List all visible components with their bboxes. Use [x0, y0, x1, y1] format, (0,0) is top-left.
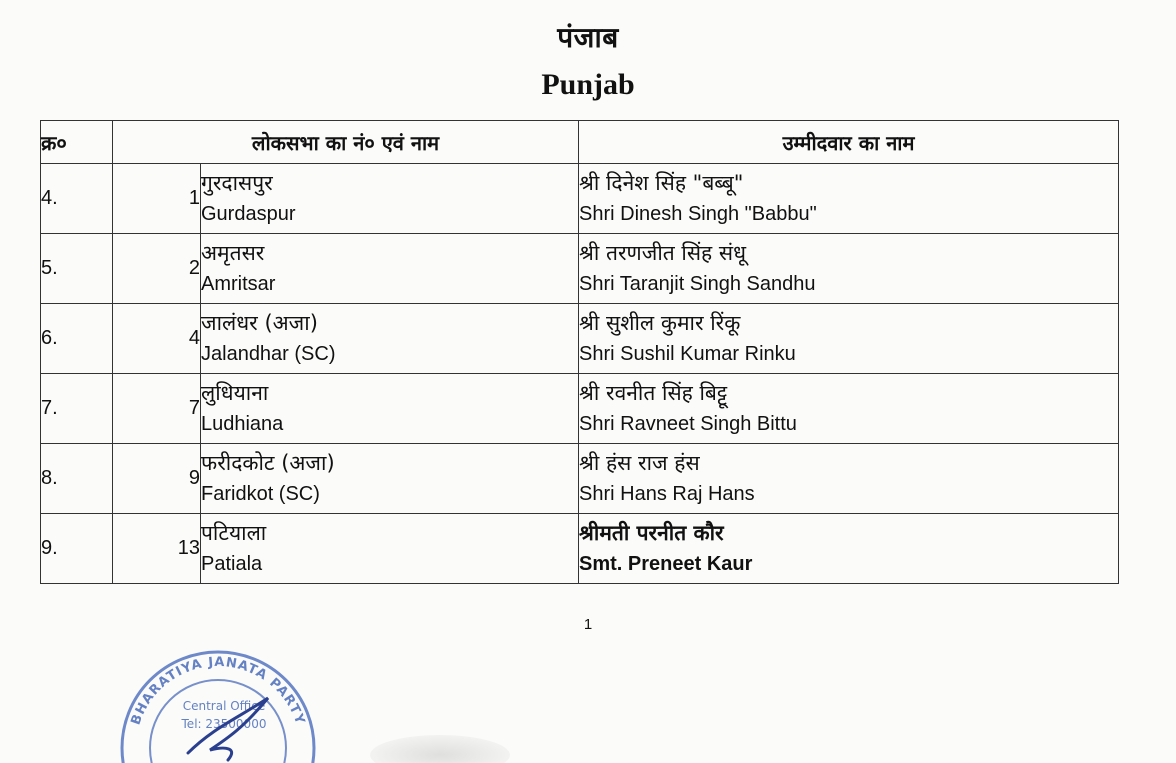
serial-number: 4. [41, 164, 113, 234]
candidate-cell [579, 514, 1119, 584]
candidate-name-english: Shri Sushil Kumar Rinku [579, 343, 796, 365]
page-number: 1 [583, 616, 593, 633]
candidate-name-hindi: श्री तरणजीत सिंह संधू [579, 241, 746, 265]
candidate-cell [579, 444, 1119, 514]
table-row [41, 304, 1119, 374]
constituency-name-hindi: जालंधर (अजा) [201, 311, 318, 335]
scan-smudge [370, 735, 510, 763]
table-header-row [41, 121, 1119, 164]
candidate-name-hindi: श्री रवनीत सिंह बिट्टू [579, 381, 728, 405]
serial-number: 6. [41, 304, 113, 374]
serial-number: 5. [41, 234, 113, 304]
column-header-serial: क्र० [41, 121, 113, 164]
constituency-name-hindi: फरीदकोट (अजा) [201, 451, 335, 475]
constituency-number: 1 [113, 164, 201, 234]
constituency-cell [201, 304, 579, 374]
candidate-name-hindi: श्री सुशील कुमार रिंकू [579, 311, 741, 335]
candidate-cell [579, 164, 1119, 234]
constituency-name-english: Faridkot (SC) [201, 483, 320, 505]
stamp-center-line1: Central Office [182, 699, 266, 713]
serial-number: 7. [41, 374, 113, 444]
constituency-number: 4 [113, 304, 201, 374]
constituency-name-hindi: अमृतसर [201, 241, 265, 265]
constituency-name-english: Amritsar [201, 273, 276, 295]
candidate-name-english: Shri Ravneet Singh Bittu [579, 413, 797, 435]
candidate-table [40, 120, 1119, 584]
table-row [41, 514, 1119, 584]
candidate-name-english: Shri Taranjit Singh Sandhu [579, 273, 816, 295]
constituency-name-english: Ludhiana [201, 413, 284, 435]
page-title-english: Punjab [541, 68, 635, 101]
constituency-name-hindi: लुधियाना [201, 381, 269, 405]
constituency-name-english: Gurdaspur [201, 203, 296, 225]
candidate-cell [579, 234, 1119, 304]
constituency-cell [201, 514, 579, 584]
page-title-hindi: पंजाब [557, 21, 619, 54]
constituency-number: 7 [113, 374, 201, 444]
column-header-constituency: लोकसभा का नं० एवं नाम [113, 121, 579, 164]
serial-number: 9. [41, 514, 113, 584]
candidate-cell [579, 304, 1119, 374]
candidate-name-hindi: श्रीमती परनीत कौर [579, 521, 724, 545]
column-header-candidate: उम्मीदवार का नाम [579, 121, 1119, 164]
party-seal-stamp [118, 628, 318, 763]
constituency-number: 13 [113, 514, 201, 584]
constituency-number: 2 [113, 234, 201, 304]
constituency-name-english: Patiala [201, 553, 263, 575]
stamp-center-line2: Tel: 23500000 [181, 717, 267, 731]
constituency-cell [201, 374, 579, 444]
table-row [41, 234, 1119, 304]
table-row [41, 374, 1119, 444]
constituency-name-english: Jalandhar (SC) [201, 343, 336, 365]
candidate-name-english: Smt. Preneet Kaur [579, 553, 753, 575]
constituency-cell [201, 164, 579, 234]
table-row [41, 444, 1119, 514]
constituency-cell [201, 234, 579, 304]
constituency-number: 9 [113, 444, 201, 514]
candidate-name-english: Shri Dinesh Singh "Babbu" [579, 203, 817, 225]
candidate-name-english: Shri Hans Raj Hans [579, 483, 755, 505]
candidate-name-hindi: श्री हंस राज हंस [579, 451, 700, 475]
constituency-cell [201, 444, 579, 514]
stamp-ring-text: BHARATIYA JANATA PARTY [128, 654, 308, 727]
serial-number: 8. [41, 444, 113, 514]
candidate-name-hindi: श्री दिनेश सिंह "बब्बू" [579, 171, 744, 195]
table-row [41, 164, 1119, 234]
candidate-cell [579, 374, 1119, 444]
constituency-name-hindi: गुरदासपुर [201, 171, 273, 195]
constituency-name-hindi: पटियाला [201, 521, 267, 545]
